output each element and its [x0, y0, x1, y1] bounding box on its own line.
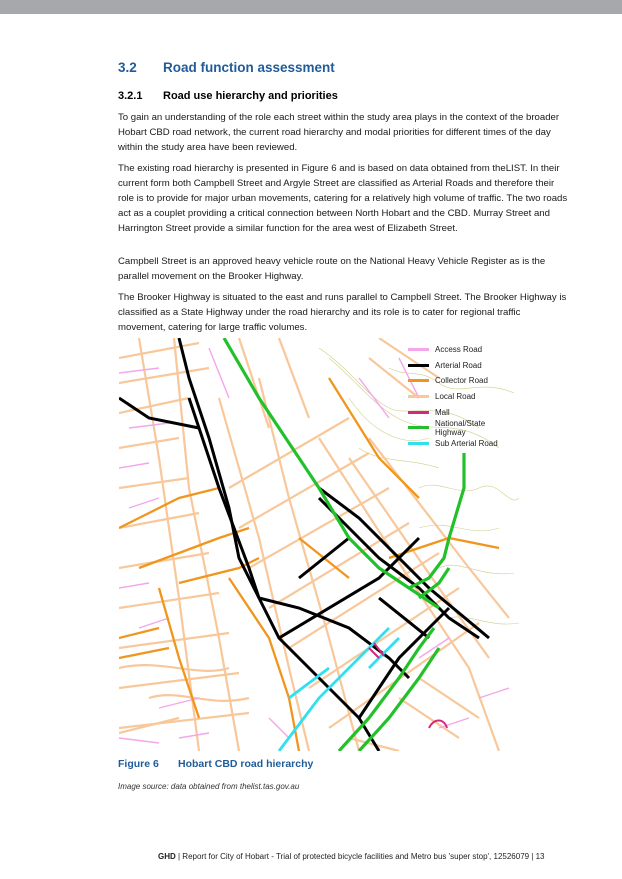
sub-arterial-roads	[279, 628, 399, 751]
paragraph-1: To gain an understanding of the role each street within the study area plays in the context of the broader Hobart CBD road network, the current road hierarchy and modal priorities for different times of the day within the study area have been reviewed.	[118, 112, 560, 153]
legend-item	[408, 436, 518, 452]
legend-item	[408, 420, 518, 436]
footer-text: | Report for City of Hobart - Trial of protected bicycle facilities and Metro bus 'super stop', 12526079 | 13	[175, 852, 545, 861]
legend-item	[408, 373, 518, 389]
legend-label: Sub Arterial Road	[435, 438, 498, 448]
legend-label: Access Road	[435, 345, 483, 355]
page-footer	[158, 852, 545, 861]
legend-item	[408, 342, 518, 358]
legend-item	[408, 358, 518, 374]
legend-item	[408, 404, 518, 420]
footer-company: GHD	[158, 852, 176, 861]
legend-swatch	[408, 395, 429, 398]
legend-swatch	[408, 411, 429, 414]
paragraph-2: The existing road hierarchy is presented in Figure 6 and is based on data obtained from theLIST. In their current form both Campbell Street and Argyle Street are classified as Arterial Roads and therefore their role is to provide for major urban movements, catering for a relatively high volume of traffic. The two roads act as a couplet providing a critical connection between North Hobart and the CBD. Murray Street and Harrington Street provide a similar function for the area west of Elizabeth Street.	[118, 163, 568, 234]
section-title: Road function assessment	[163, 60, 335, 75]
legend-label: Mall	[435, 407, 450, 417]
map-legend	[408, 342, 518, 451]
legend-swatch	[408, 379, 429, 382]
legend-swatch	[408, 442, 429, 445]
legend-label: National/State Highway	[434, 418, 486, 437]
figure-caption	[118, 758, 313, 770]
paragraph-4: The Brooker Highway is situated to the east and runs parallel to Campbell Street. The Brooker Highway is classified as a State Highway under the road hierarchy and its role is to cater for regional traffic movement, catering for large traffic volumes.	[118, 292, 567, 333]
figure-number: Figure 6	[118, 758, 159, 770]
section-number: 3.2	[118, 60, 137, 75]
legend-swatch	[408, 426, 429, 429]
subsection-title: Road use hierarchy and priorities	[163, 90, 338, 102]
legend-swatch	[408, 364, 429, 367]
section-heading	[118, 60, 335, 75]
legend-swatch	[408, 348, 429, 351]
figure-title: Hobart CBD road hierarchy	[178, 758, 314, 770]
legend-label: Collector Road	[435, 376, 488, 386]
legend-item	[408, 389, 518, 405]
subsection-number: 3.2.1	[118, 90, 143, 102]
paragraph-3: Campbell Street is an approved heavy vehicle route on the National Heavy Vehicle Register as is the parallel movement on the Brooker Highway.	[118, 256, 546, 282]
header-bar	[0, 0, 622, 14]
subsection-heading	[118, 90, 338, 102]
legend-label: Arterial Road	[435, 360, 482, 370]
image-source: Image source: data obtained from thelist.tas.gov.au	[118, 782, 300, 791]
legend-label: Local Road	[435, 392, 476, 402]
